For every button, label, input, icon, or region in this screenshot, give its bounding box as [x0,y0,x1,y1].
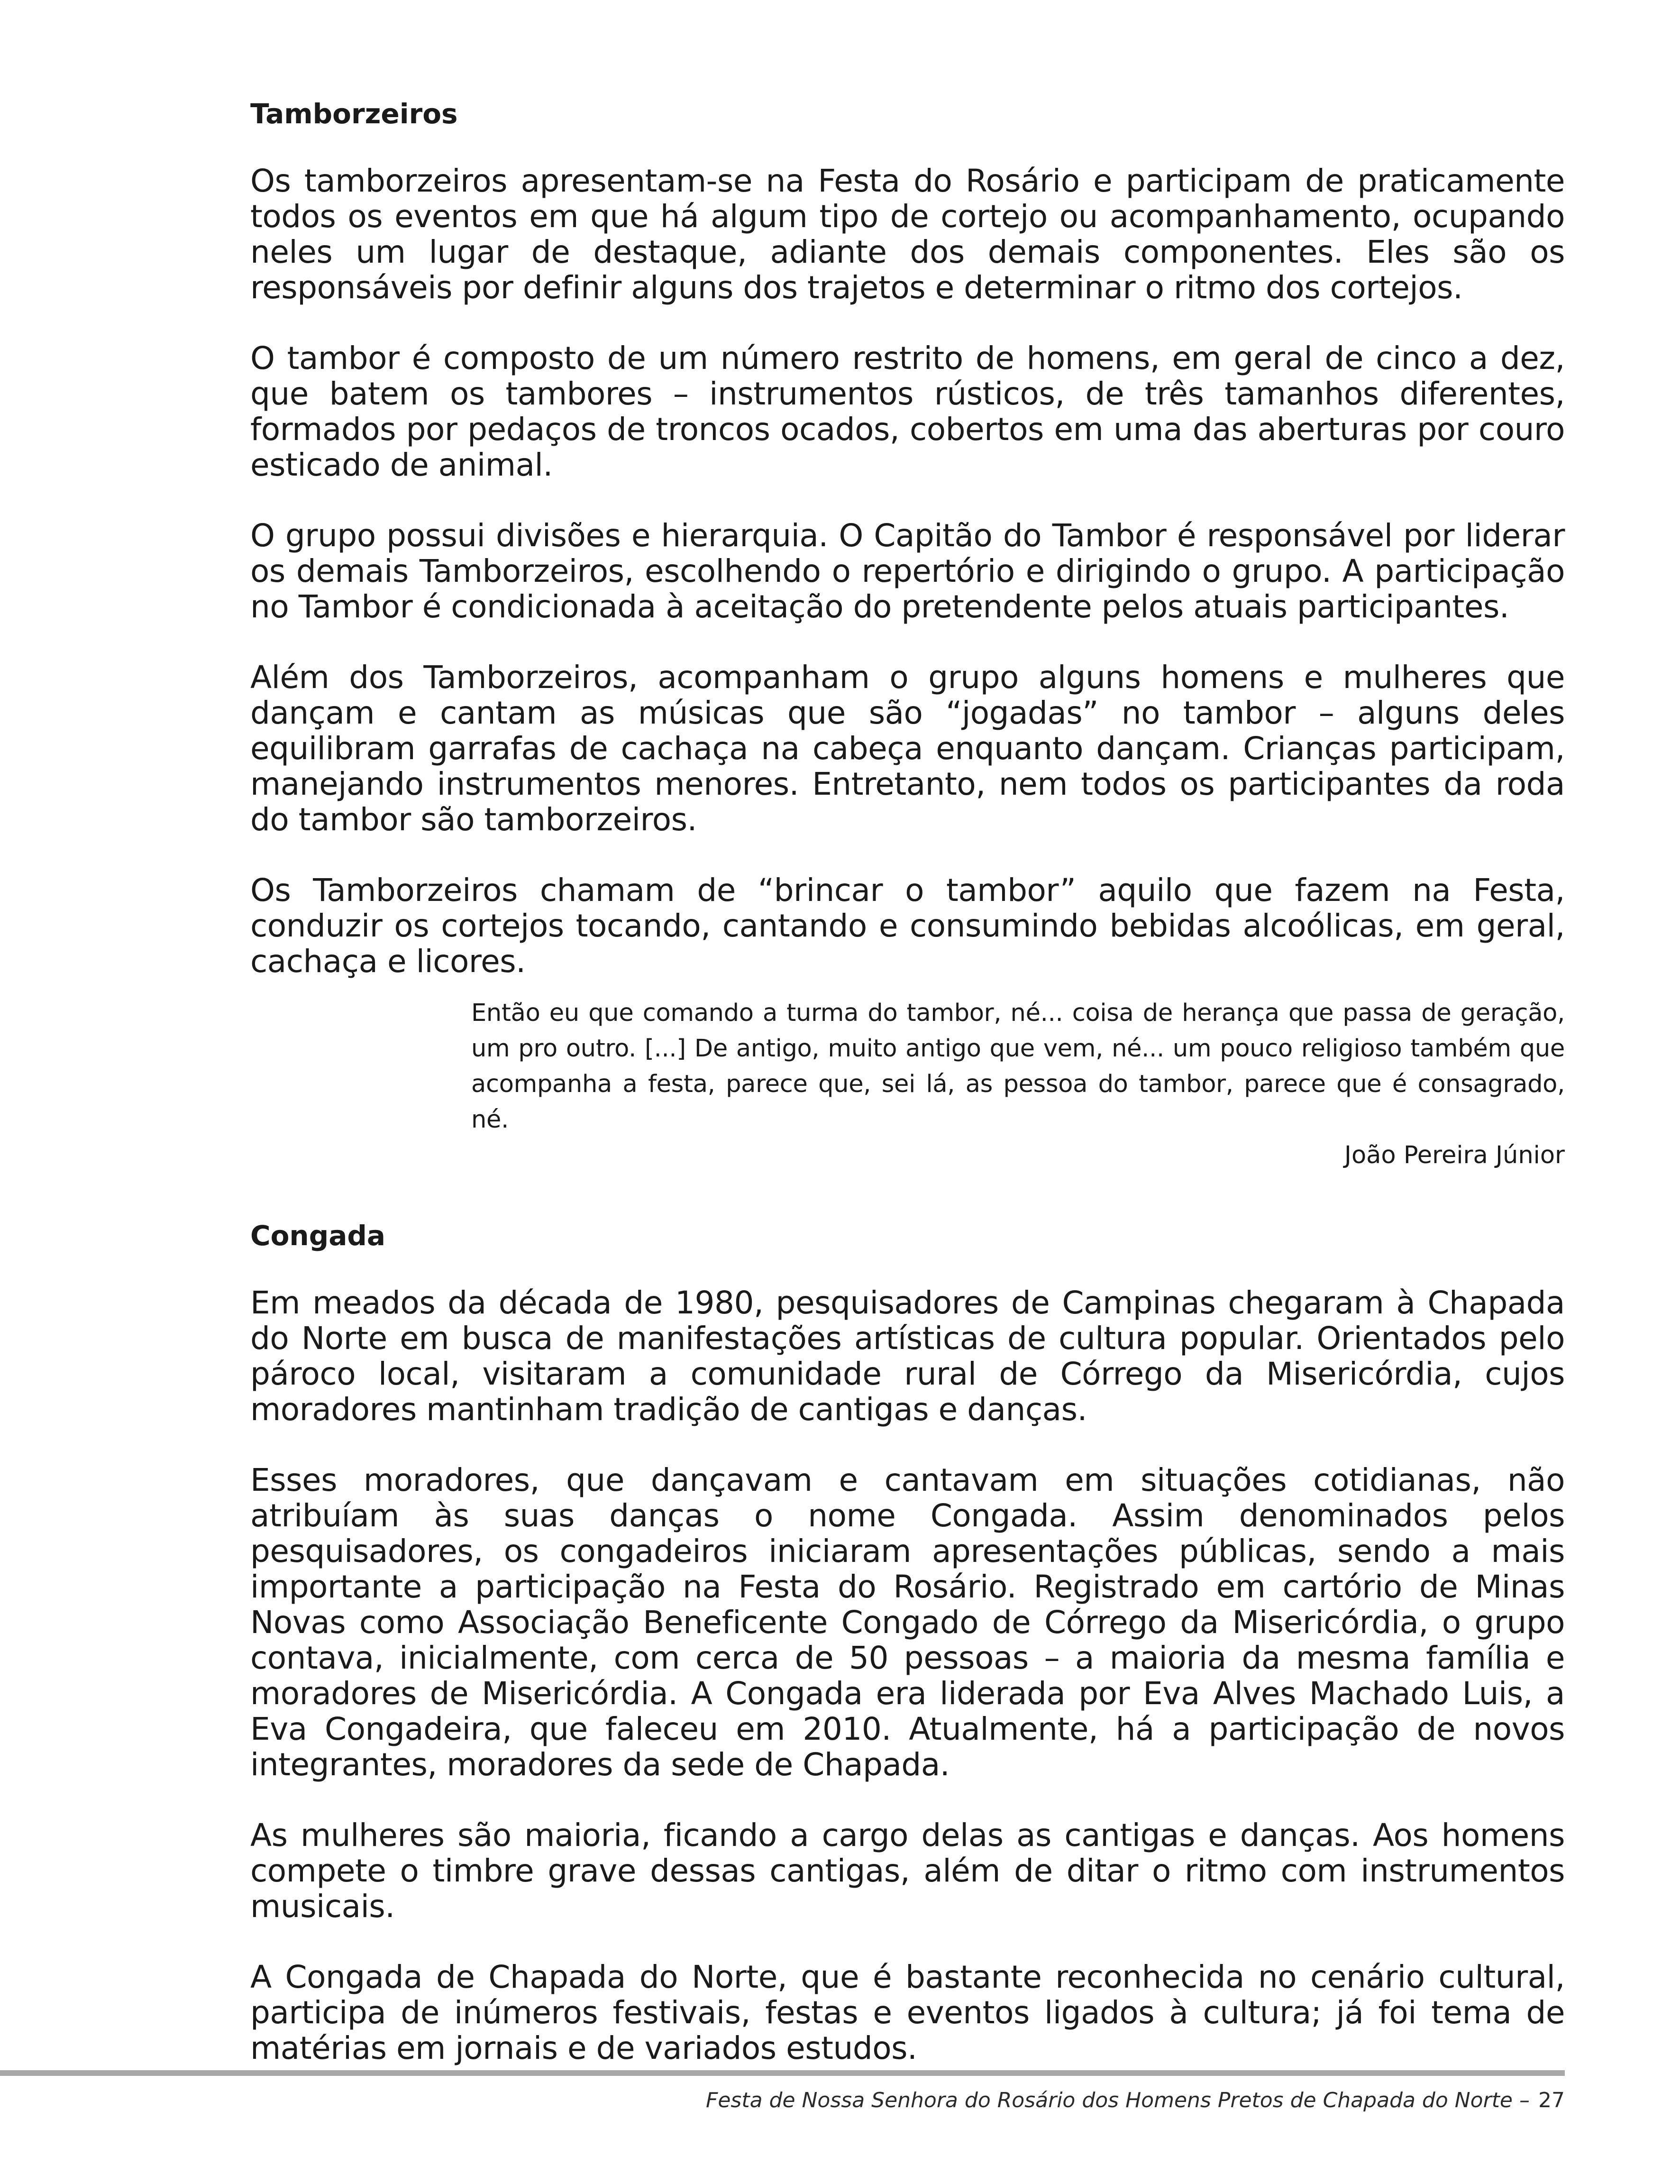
paragraph: Os tamborzeiros apresentam-se na Festa do Rosário e participam de praticamente todos os eventos em que há algum tipo de cortejo ou acompanhamento, ocupando neles um lugar de destaque, adiante dos demais componentes. Eles são os responsáveis por definir alguns dos trajetos e determinar o ritmo dos cortejos. [250,163,1565,306]
paragraph: O grupo possui divisões e hierarquia. O Capitão do Tambor é responsável por liderar os demais Tamborzeiros, escolhendo o repertório e dirigindo o grupo. A participação no Tambor é condicionada à aceitação do pretendente pelos atuais participantes. [250,517,1565,625]
footer-divider [0,2070,1565,2076]
page-number: 27 [1538,2088,1565,2112]
paragraph: Esses moradores, que dançavam e cantavam em situações cotidianas, não atribuíam às suas danças o nome Congada. Assim denominados pelos pesquisadores, os congadeiros iniciaram apresentações públicas, sendo a mais importante a participação na Festa do Rosário. Registrado em cartório de Minas Novas como Associação Beneficente Congado de Córrego da Misericórdia, o grupo contava, inicialmente, com cerca de 50 pessoas – a maioria da mesma família e moradores de Misericórdia. A Congada era liderada por Eva Alves Machado Luis, a Eva Congadeira, que faleceu em 2010. Atualmente, há a participação de novos integrantes, moradores da sede de Chapada. [250,1462,1565,1783]
paragraph: Os Tamborzeiros chamam de “brincar o tambor” aquilo que fazem na Festa, conduzir os cortejos tocando, cantando e consumindo bebidas alcoólicas, em geral, cachaça e licores. [250,872,1565,980]
paragraph: A Congada de Chapada do Norte, que é bastante reconhecida no cenário cultural, participa de inúmeros festivais, festas e eventos ligados à cultura; já foi tema de matérias em jornais e de variados estudos. [250,1959,1565,2066]
page-content [250,95,1565,2101]
block-quote [471,995,1565,1173]
paragraph: As mulheres são maioria, ficando a cargo delas as cantigas e danças. Aos homens compete o timbre grave dessas cantigas, além de ditar o ritmo com instrumentos musicais. [250,1817,1565,1925]
quote-text: Então eu que comando a turma do tambor, né... coisa de herança que passa de geração, um pro outro. [...] De antigo, muito antigo que vem, né... um pouco religioso também que acompanha a festa, parece que, sei lá, as pessoa do tambor, parece que é consagrado, né. [471,999,1565,1134]
running-footer [706,2086,1565,2115]
paragraph: Além dos Tamborzeiros, acompanham o grupo alguns homens e mulheres que dançam e cantam as músicas que são “jogadas” no tambor – alguns deles equilibram garrafas de cachaça na cabeça enquanto dançam. Crianças participam, manejando instrumentos menores. Entretanto, nem todos os participantes da roda do tambor são tamborzeiros. [250,659,1565,838]
section-heading-tamborzeiros: Tamborzeiros [250,98,458,130]
quote-author: João Pereira Júnior [1344,1141,1565,1169]
paragraph: Em meados da década de 1980, pesquisadores de Campinas chegaram à Chapada do Norte em busca de manifestações artísticas de cultura popular. Orientados pelo pároco local, visitaram a comunidade rural de Córrego da Misericórdia, cujos moradores mantinham tradição de cantigas e danças. [250,1285,1565,1428]
footer-title: Festa de Nossa Senhora do Rosário dos Homens Pretos de Chapada do Norte – [706,2088,1530,2112]
paragraph: O tambor é composto de um número restrito de homens, em geral de cinco a dez, que batem os tambores – instrumentos rústicos, de três tamanhos diferentes, formados por pedaços de troncos ocados, cobertos em uma das aberturas por couro esticado de animal. [250,340,1565,483]
section-heading-congada: Congada [250,1220,386,1252]
